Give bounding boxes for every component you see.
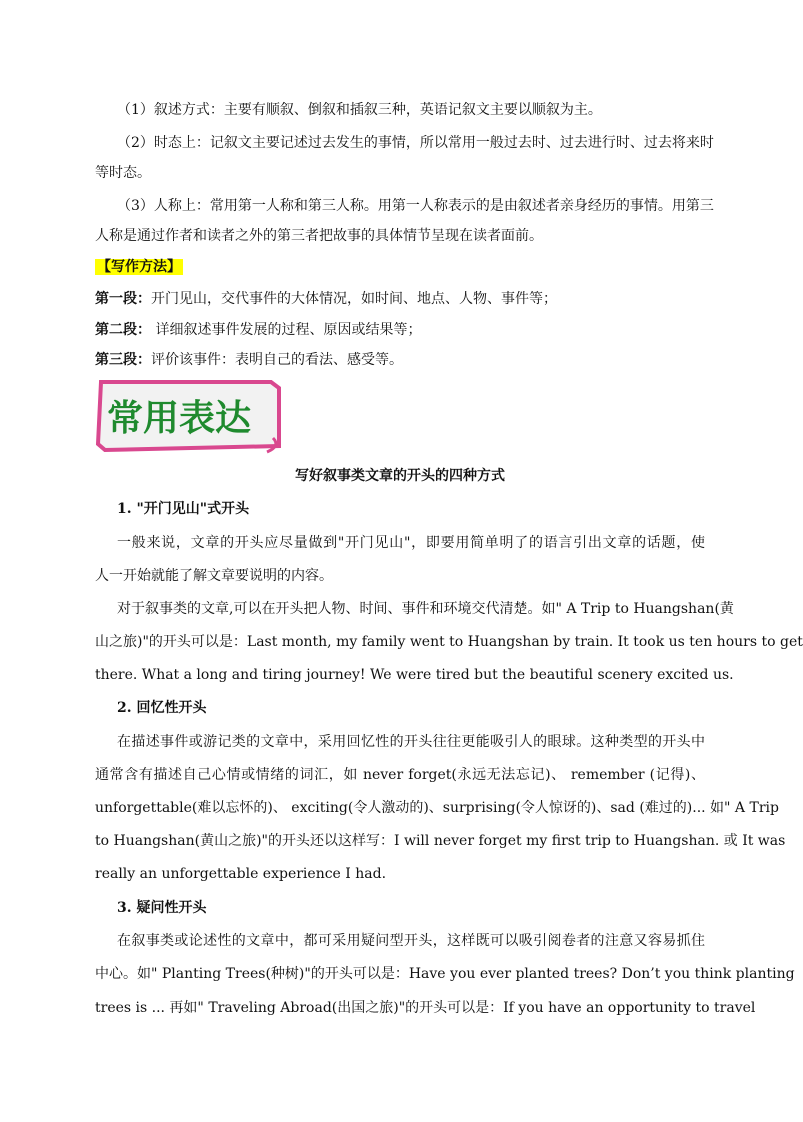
h1-para-1-line-1: 一般来说，文章的开头应尽量做到"开门见山"，即要用简单明了的语言引出文章的话题，使: [117, 535, 705, 551]
h3-para-1-line-2: 中心。如" Planting Trees(种树)"的开头可以是：Have you ever planted trees? Don’t you think planting: [95, 966, 795, 982]
paragraph-3-guide: [95, 350, 705, 370]
writing-method-label: 【写作方法】: [97, 259, 181, 275]
narrative-item-3-line-2: 人称是通过作者和读者之外的第三者把故事的具体情节呈现在读者面前。: [95, 228, 543, 244]
narrative-item-2-line-1: （2）时态上：记叙文主要记述过去发生的事情，所以常用一般过去时、过去进行时、过去将来时: [117, 135, 714, 151]
h1-para-2-line-1: 对于叙事类的文章,可以在开头把人物、时间、事件和环境交代清楚。如" A Trip to Huangshan(黄: [117, 601, 734, 617]
paragraph-3-label: 第三段：: [95, 352, 151, 368]
narrative-item-3-line-1: （3）人称上：常用第一人称和第三人称。用第一人称表示的是由叙述者亲身经历的事情。用第三: [117, 198, 714, 214]
h2-para-1-line-1: 在描述事件或游记类的文章中，采用回忆性的开头往往更能吸引人的眼球。这种类型的开头中: [117, 734, 705, 750]
paragraph-2-guide: [95, 320, 705, 340]
paragraph-1-text: 开门见山，交代事件的大体情况，如时间、地点、人物、事件等；: [151, 291, 557, 307]
h3-para-1-line-1: 在叙事类或论述性的文章中，都可采用疑问型开头，这样既可以吸引阅卷者的注意又容易抓住: [117, 933, 705, 949]
writing-method-heading: [95, 257, 705, 277]
h2-para-1-line-4: to Huangshan(黄山之旅)"的开头还以这样写：I will never forget my first trip to Huangshan. 或 It was: [95, 833, 786, 849]
narrative-item-2-line-2: 等时态。: [95, 165, 151, 181]
paragraph-2-text: 详细叙述事件发展的过程、原因或结果等；: [151, 322, 422, 338]
h1-para-2-line-2: 山之旅)"的开头可以是：Last month, my family went to Huangshan by train. It took us ten hours to get: [95, 634, 803, 650]
paragraph-1-guide: [95, 289, 705, 309]
h1-para-2-line-3: there. What a long and tiring journey! We were tired but the beautiful scenery excited us.: [95, 667, 734, 683]
h2-para-1-line-5: really an unforgettable experience I had.: [95, 866, 387, 882]
h2-para-1-line-2: 通常含有描述自己心情或情绪的词汇，如 never forget(永远无法忘记)、 remember (记得)、: [95, 767, 705, 783]
heading-1: 1. "开门见山"式开头: [117, 501, 250, 517]
heading-2: 2. 回忆性开头: [117, 700, 207, 716]
h1-para-1-line-2: 人一开始就能了解文章要说明的内容。: [95, 568, 333, 584]
common-expressions-banner: [95, 378, 285, 454]
paragraph-2-label: 第二段：: [95, 322, 151, 338]
narrative-item-1: （1）叙述方式：主要有顺叙、倒叙和插叙三种，英语记叙文主要以顺叙为主。: [117, 102, 602, 118]
heading-3: 3. 疑问性开头: [117, 900, 207, 916]
section-title: 写好叙事类文章的开头的四种方式: [295, 468, 505, 484]
h2-para-1-line-3: unforgettable(难以忘怀的)、 exciting(令人激动的)、surprising(令人惊讶的)、sad (难过的)... 如" A Trip: [95, 800, 779, 816]
paragraph-1-label: 第一段：: [95, 291, 151, 307]
banner-text: 常用表达: [107, 398, 252, 439]
paragraph-3-text: 评价该事件：表明自己的看法、感受等。: [151, 352, 403, 368]
h3-para-1-line-3: trees is ... 再如" Traveling Abroad(出国之旅)"的开头可以是：If you have an opportunity to travel: [95, 1000, 756, 1016]
